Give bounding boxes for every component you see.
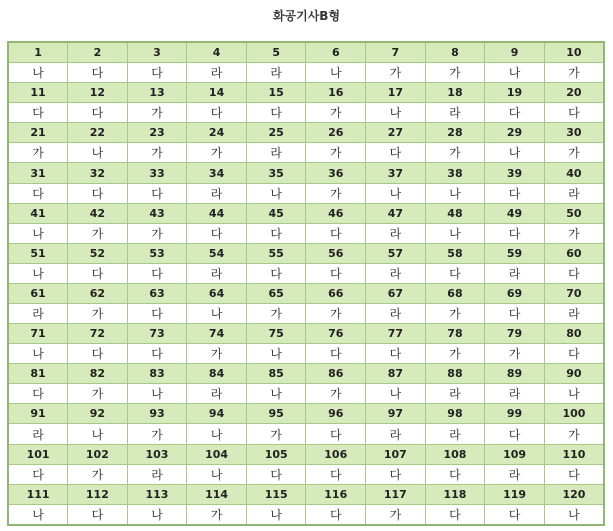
answer-cell: 라 [485,464,545,484]
answer-cell: 다 [306,424,366,444]
question-number-cell: 43 [127,203,187,223]
question-number-cell: 120 [544,484,604,504]
answer-row [8,143,604,163]
answer-cell: 가 [306,304,366,324]
question-number-cell: 41 [8,203,68,223]
answer-cell: 라 [8,304,68,324]
answer-cell: 다 [544,103,604,123]
answer-cell: 라 [187,263,247,283]
question-number-row [8,444,604,464]
question-number-cell: 11 [8,83,68,103]
question-number-row [8,404,604,424]
question-number-cell: 102 [68,444,128,464]
answer-cell: 나 [306,63,366,83]
question-number-cell: 26 [306,123,366,143]
answer-cell: 나 [485,143,545,163]
answer-cell: 가 [68,464,128,484]
answer-cell: 다 [544,344,604,364]
question-number-cell: 101 [8,444,68,464]
question-number-cell: 67 [366,283,426,303]
answer-row [8,424,604,444]
answer-cell: 가 [8,143,68,163]
page-title: 화공기사B형 [272,9,341,23]
answer-cell: 나 [8,263,68,283]
answer-cell: 라 [485,384,545,404]
question-number-cell: 37 [366,163,426,183]
answer-cell: 가 [544,143,604,163]
question-number-cell: 27 [366,123,426,143]
question-number-cell: 89 [485,364,545,384]
question-number-cell: 95 [246,404,306,424]
answer-cell: 다 [485,424,545,444]
question-number-cell: 103 [127,444,187,464]
answer-cell: 가 [127,424,187,444]
question-number-cell: 90 [544,364,604,384]
answer-cell: 라 [8,424,68,444]
question-number-cell: 100 [544,404,604,424]
answer-cell: 다 [425,464,485,484]
question-number-cell: 32 [68,163,128,183]
answer-cell: 라 [425,384,485,404]
answer-cell: 나 [425,183,485,203]
answer-cell: 라 [246,63,306,83]
question-number-cell: 5 [246,42,306,63]
question-number-cell: 76 [306,324,366,344]
answer-cell: 가 [187,504,247,525]
question-number-cell: 31 [8,163,68,183]
question-number-cell: 78 [425,324,485,344]
answer-cell: 라 [127,464,187,484]
question-number-cell: 93 [127,404,187,424]
answer-cell: 가 [306,183,366,203]
answer-cell: 라 [544,183,604,203]
question-number-cell: 1 [8,42,68,63]
question-number-cell: 71 [8,324,68,344]
answer-cell: 가 [485,344,545,364]
answer-cell: 라 [425,424,485,444]
question-number-cell: 85 [246,364,306,384]
question-number-cell: 60 [544,243,604,263]
question-number-cell: 25 [246,123,306,143]
question-number-cell: 29 [485,123,545,143]
question-number-cell: 59 [485,243,545,263]
question-number-cell: 19 [485,83,545,103]
question-number-cell: 112 [68,484,128,504]
answer-cell: 가 [246,424,306,444]
question-number-cell: 42 [68,203,128,223]
question-number-cell: 40 [544,163,604,183]
answer-cell: 나 [366,384,426,404]
question-number-cell: 66 [306,283,366,303]
question-number-cell: 63 [127,283,187,303]
answer-cell: 가 [306,143,366,163]
answer-cell: 다 [306,263,366,283]
question-number-cell: 45 [246,203,306,223]
question-number-cell: 34 [187,163,247,183]
answer-cell: 라 [485,263,545,283]
answer-cell: 다 [246,103,306,123]
question-number-cell: 17 [366,83,426,103]
question-number-row [8,364,604,384]
answer-cell: 다 [8,464,68,484]
question-number-cell: 7 [366,42,426,63]
question-number-cell: 117 [366,484,426,504]
question-number-cell: 10 [544,42,604,63]
question-number-cell: 119 [485,484,545,504]
question-number-cell: 30 [544,123,604,143]
answer-cell: 다 [8,183,68,203]
question-number-cell: 97 [366,404,426,424]
question-number-cell: 28 [425,123,485,143]
question-number-cell: 65 [246,283,306,303]
question-number-cell: 55 [246,243,306,263]
answer-cell: 다 [485,304,545,324]
answer-cell: 가 [544,223,604,243]
question-number-cell: 115 [246,484,306,504]
answer-cell: 나 [246,344,306,364]
answer-cell: 나 [246,504,306,525]
question-number-cell: 44 [187,203,247,223]
question-number-cell: 111 [8,484,68,504]
question-number-cell: 46 [306,203,366,223]
answer-cell: 다 [68,504,128,525]
question-number-cell: 80 [544,324,604,344]
answer-cell: 다 [68,63,128,83]
answer-cell: 다 [366,344,426,364]
answer-row [8,464,604,484]
answer-cell: 나 [246,384,306,404]
answer-cell: 다 [127,304,187,324]
question-number-cell: 81 [8,364,68,384]
answer-cell: 가 [544,63,604,83]
question-number-cell: 13 [127,83,187,103]
question-number-cell: 58 [425,243,485,263]
question-number-cell: 50 [544,203,604,223]
answer-cell: 나 [187,424,247,444]
answer-cell: 라 [366,263,426,283]
question-number-cell: 109 [485,444,545,464]
answer-cell: 가 [68,304,128,324]
answer-cell: 라 [187,63,247,83]
question-number-cell: 22 [68,123,128,143]
answer-cell: 가 [425,143,485,163]
answer-row [8,384,604,404]
question-number-cell: 12 [68,83,128,103]
answer-table [7,41,605,526]
answer-cell: 다 [127,183,187,203]
question-number-cell: 6 [306,42,366,63]
answer-cell: 다 [68,183,128,203]
question-number-cell: 48 [425,203,485,223]
answer-cell: 나 [544,504,604,525]
answer-cell: 가 [425,304,485,324]
answer-cell: 다 [68,263,128,283]
question-number-cell: 18 [425,83,485,103]
question-number-cell: 52 [68,243,128,263]
question-number-cell: 21 [8,123,68,143]
answer-cell: 가 [366,63,426,83]
answer-cell: 다 [8,103,68,123]
question-number-cell: 77 [366,324,426,344]
question-number-cell: 86 [306,364,366,384]
answer-cell: 다 [127,344,187,364]
question-number-cell: 23 [127,123,187,143]
answer-row [8,63,604,83]
answer-cell: 다 [425,263,485,283]
question-number-cell: 70 [544,283,604,303]
answer-cell: 나 [187,464,247,484]
answer-cell: 가 [127,223,187,243]
answer-cell: 나 [127,504,187,525]
answer-cell: 나 [8,63,68,83]
question-number-cell: 118 [425,484,485,504]
question-number-cell: 88 [425,364,485,384]
answer-cell: 다 [485,223,545,243]
question-number-cell: 75 [246,324,306,344]
question-number-row [8,243,604,263]
answer-cell: 나 [68,143,128,163]
answer-cell: 다 [306,223,366,243]
answer-cell: 다 [187,223,247,243]
answer-cell: 라 [366,424,426,444]
answer-cell: 다 [68,103,128,123]
question-number-cell: 35 [246,163,306,183]
answer-cell: 가 [127,103,187,123]
answer-cell: 나 [8,223,68,243]
answer-cell: 다 [485,183,545,203]
question-number-row [8,484,604,504]
answer-cell: 라 [425,103,485,123]
question-number-cell: 36 [306,163,366,183]
question-number-cell: 33 [127,163,187,183]
question-number-cell: 82 [68,364,128,384]
question-number-cell: 108 [425,444,485,464]
answer-cell: 나 [366,103,426,123]
answer-row [8,344,604,364]
answer-row [8,504,604,525]
question-number-cell: 9 [485,42,545,63]
question-number-cell: 3 [127,42,187,63]
answer-cell: 나 [425,223,485,243]
question-number-cell: 57 [366,243,426,263]
answer-cell: 나 [8,344,68,364]
question-number-cell: 69 [485,283,545,303]
question-number-row [8,42,604,63]
question-number-cell: 83 [127,364,187,384]
question-number-cell: 39 [485,163,545,183]
question-number-cell: 68 [425,283,485,303]
answer-cell: 가 [425,344,485,364]
question-number-cell: 105 [246,444,306,464]
answer-row [8,103,604,123]
question-number-cell: 92 [68,404,128,424]
answer-cell: 다 [306,464,366,484]
question-number-cell: 110 [544,444,604,464]
answer-cell: 라 [544,304,604,324]
answer-cell: 다 [425,504,485,525]
answer-cell: 라 [246,143,306,163]
answer-cell: 라 [187,384,247,404]
question-number-cell: 94 [187,404,247,424]
answer-cell: 나 [246,183,306,203]
question-number-cell: 62 [68,283,128,303]
question-number-cell: 49 [485,203,545,223]
question-number-cell: 73 [127,324,187,344]
question-number-cell: 107 [366,444,426,464]
answer-cell: 가 [306,384,366,404]
question-number-cell: 15 [246,83,306,103]
answer-cell: 나 [544,384,604,404]
question-number-cell: 24 [187,123,247,143]
question-number-cell: 4 [187,42,247,63]
answer-cell: 다 [246,263,306,283]
answer-cell: 다 [544,464,604,484]
question-number-row [8,123,604,143]
question-number-cell: 87 [366,364,426,384]
answer-cell: 라 [187,183,247,203]
answer-cell: 다 [187,103,247,123]
question-number-cell: 99 [485,404,545,424]
question-number-cell: 61 [8,283,68,303]
answer-cell: 가 [68,384,128,404]
question-number-cell: 56 [306,243,366,263]
answer-cell: 나 [127,384,187,404]
answer-cell: 나 [8,504,68,525]
question-number-row [8,324,604,344]
answer-cell: 다 [366,143,426,163]
question-number-cell: 54 [187,243,247,263]
answer-cell: 가 [306,103,366,123]
answer-cell: 가 [544,424,604,444]
answer-cell: 다 [366,464,426,484]
answer-cell: 다 [485,103,545,123]
answer-cell: 나 [366,183,426,203]
answer-cell: 다 [246,464,306,484]
answer-row [8,304,604,324]
answer-cell: 나 [485,63,545,83]
question-number-cell: 14 [187,83,247,103]
answer-cell: 나 [68,424,128,444]
question-number-cell: 8 [425,42,485,63]
answer-cell: 다 [306,504,366,525]
question-number-cell: 16 [306,83,366,103]
question-number-cell: 47 [366,203,426,223]
answer-cell: 가 [127,143,187,163]
question-number-cell: 20 [544,83,604,103]
answer-cell: 나 [187,304,247,324]
answer-cell: 다 [127,263,187,283]
question-number-row [8,83,604,103]
question-number-cell: 96 [306,404,366,424]
question-number-cell: 64 [187,283,247,303]
answer-cell: 다 [246,223,306,243]
question-number-cell: 74 [187,324,247,344]
question-number-cell: 106 [306,444,366,464]
answer-cell: 다 [127,63,187,83]
answer-cell: 다 [306,344,366,364]
answer-cell: 가 [425,63,485,83]
answer-cell: 라 [366,304,426,324]
question-number-cell: 51 [8,243,68,263]
answer-cell: 가 [246,304,306,324]
question-number-cell: 38 [425,163,485,183]
answer-cell: 가 [366,504,426,525]
question-number-cell: 113 [127,484,187,504]
question-number-cell: 91 [8,404,68,424]
answer-cell: 다 [544,263,604,283]
question-number-cell: 116 [306,484,366,504]
question-number-cell: 84 [187,364,247,384]
answer-cell: 가 [187,143,247,163]
answer-cell: 라 [366,223,426,243]
question-number-row [8,203,604,223]
question-number-cell: 79 [485,324,545,344]
answer-row [8,183,604,203]
question-number-cell: 104 [187,444,247,464]
answer-row [8,263,604,283]
answer-cell: 가 [187,344,247,364]
answer-cell: 가 [68,223,128,243]
question-number-cell: 98 [425,404,485,424]
answer-cell: 다 [8,384,68,404]
answer-cell: 다 [68,344,128,364]
question-number-row [8,283,604,303]
question-number-cell: 53 [127,243,187,263]
question-number-cell: 114 [187,484,247,504]
question-number-cell: 2 [68,42,128,63]
answer-row [8,223,604,243]
question-number-row [8,163,604,183]
question-number-cell: 72 [68,324,128,344]
answer-cell: 다 [485,504,545,525]
